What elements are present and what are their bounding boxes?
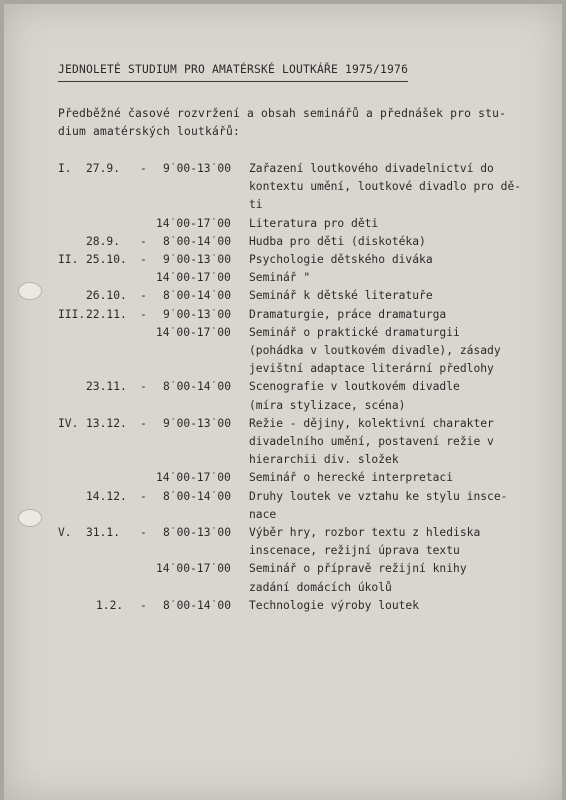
entry-time: 8˙00-14˙00 bbox=[163, 289, 232, 303]
entry-text: (míra stylizace, scéna) bbox=[249, 398, 406, 412]
entry-text: Výběr hry, rozbor textu z hlediska bbox=[249, 526, 481, 539]
entry-text: Literatura pro děti bbox=[249, 216, 379, 230]
entry-text: Scenografie v loutkovém divadle bbox=[249, 380, 460, 394]
entry-number: III. bbox=[58, 307, 86, 321]
entry-dash: - bbox=[140, 307, 147, 321]
entry-date: 13.12. bbox=[86, 416, 127, 430]
entry-number: II. bbox=[58, 253, 79, 266]
entry-dash: - bbox=[140, 416, 147, 430]
intro-line: Předběžné časové rozvržení a obsah seminářů a přednášek pro stu- bbox=[58, 107, 507, 120]
entry-text: Dramaturgie, práce dramaturga bbox=[249, 307, 447, 321]
entry-time: 14˙00-17˙00 bbox=[156, 325, 231, 339]
entry-text: Seminář o přípravě režijní knihy bbox=[249, 562, 467, 576]
entry-time: 14˙00-17˙00 bbox=[156, 271, 231, 285]
entry-text: Seminář o herecké interpretaci bbox=[249, 471, 454, 485]
entry-date: 22.11. bbox=[86, 307, 127, 321]
document-title: JEDNOLETÉ STUDIUM PRO AMATÉRSKÉ LOUTKÁŘE 1975/1976 bbox=[58, 63, 408, 82]
entry-text: hierarchii div. složek bbox=[249, 453, 399, 467]
entry-date: 28.9. bbox=[86, 234, 121, 248]
entry-time: 9˙00-13˙00 bbox=[163, 162, 232, 175]
entry-date: 1.2. bbox=[96, 598, 124, 612]
entry-dash: - bbox=[140, 253, 147, 266]
entry-time: 8˙00-14˙00 bbox=[163, 598, 232, 612]
entry-dash: - bbox=[140, 289, 147, 303]
entry-text: kontextu umění, loutkové divadlo pro dě- bbox=[249, 180, 522, 194]
entry-time: 14˙00-17˙00 bbox=[156, 562, 231, 576]
entry-number: IV. bbox=[58, 416, 79, 430]
entry-dash: - bbox=[140, 489, 147, 503]
entry-date: 27.9. bbox=[86, 162, 121, 175]
entry-time: 8˙00-14˙00 bbox=[163, 489, 232, 503]
entry-text: (pohádka v loutkovém divadle), zásady bbox=[249, 344, 501, 357]
entry-text: Seminář k dětské literatuře bbox=[249, 289, 433, 303]
entry-text: inscenace, režijní úprava textu bbox=[249, 544, 460, 558]
entry-time: 8˙00-13˙00 bbox=[163, 526, 232, 539]
entry-time: 9˙00-13˙00 bbox=[163, 307, 232, 321]
entry-date: 25.10. bbox=[86, 253, 127, 266]
entry-time: 14˙00-17˙00 bbox=[156, 216, 231, 230]
entry-dash: - bbox=[140, 162, 147, 175]
entry-date: 26.10. bbox=[86, 289, 127, 303]
entry-text: ti bbox=[249, 198, 263, 212]
entry-time: 8˙00-14˙00 bbox=[163, 380, 232, 394]
entry-text: Zařazení loutkového divadelnictví do bbox=[249, 162, 494, 175]
entry-text: Psychologie dětského diváka bbox=[249, 253, 433, 266]
entry-dash: - bbox=[140, 598, 147, 612]
entry-text: Technologie výroby loutek bbox=[249, 598, 420, 612]
entry-time: 9˙00-13˙00 bbox=[163, 253, 232, 266]
entry-text: Seminář o praktické dramaturgii bbox=[249, 325, 460, 339]
entry-time: 14˙00-17˙00 bbox=[156, 471, 231, 485]
punch-hole bbox=[18, 282, 42, 300]
entry-text: jevištní adaptace literární předlohy bbox=[249, 362, 494, 376]
entry-text: divadelního umění, postavení režie v bbox=[249, 435, 494, 448]
entry-date: 14.12. bbox=[86, 489, 127, 503]
entry-time: 9˙00-13˙00 bbox=[163, 416, 232, 430]
entry-dash: - bbox=[140, 526, 147, 539]
entry-text: nace bbox=[249, 507, 277, 521]
entry-text: zadání domácích úkolů bbox=[249, 580, 392, 594]
intro-line: dium amatérských loutkářů: bbox=[58, 125, 241, 138]
entry-number: V. bbox=[58, 526, 72, 539]
entry-text: Režie - dějiny, kolektivní charakter bbox=[249, 416, 494, 430]
entry-date: 23.11. bbox=[86, 380, 127, 394]
entry-date: 31.1. bbox=[86, 526, 121, 539]
entry-time: 8˙00-14˙00 bbox=[163, 234, 232, 248]
entry-text: Druhy loutek ve vztahu ke stylu insce- bbox=[249, 489, 508, 503]
entry-text: Hudba pro děti (diskotéka) bbox=[249, 234, 426, 248]
entry-number: I. bbox=[58, 162, 72, 175]
punch-hole bbox=[18, 509, 42, 527]
entry-text: Seminář " bbox=[249, 271, 311, 285]
entry-dash: - bbox=[140, 234, 147, 248]
entry-dash: - bbox=[140, 380, 147, 394]
